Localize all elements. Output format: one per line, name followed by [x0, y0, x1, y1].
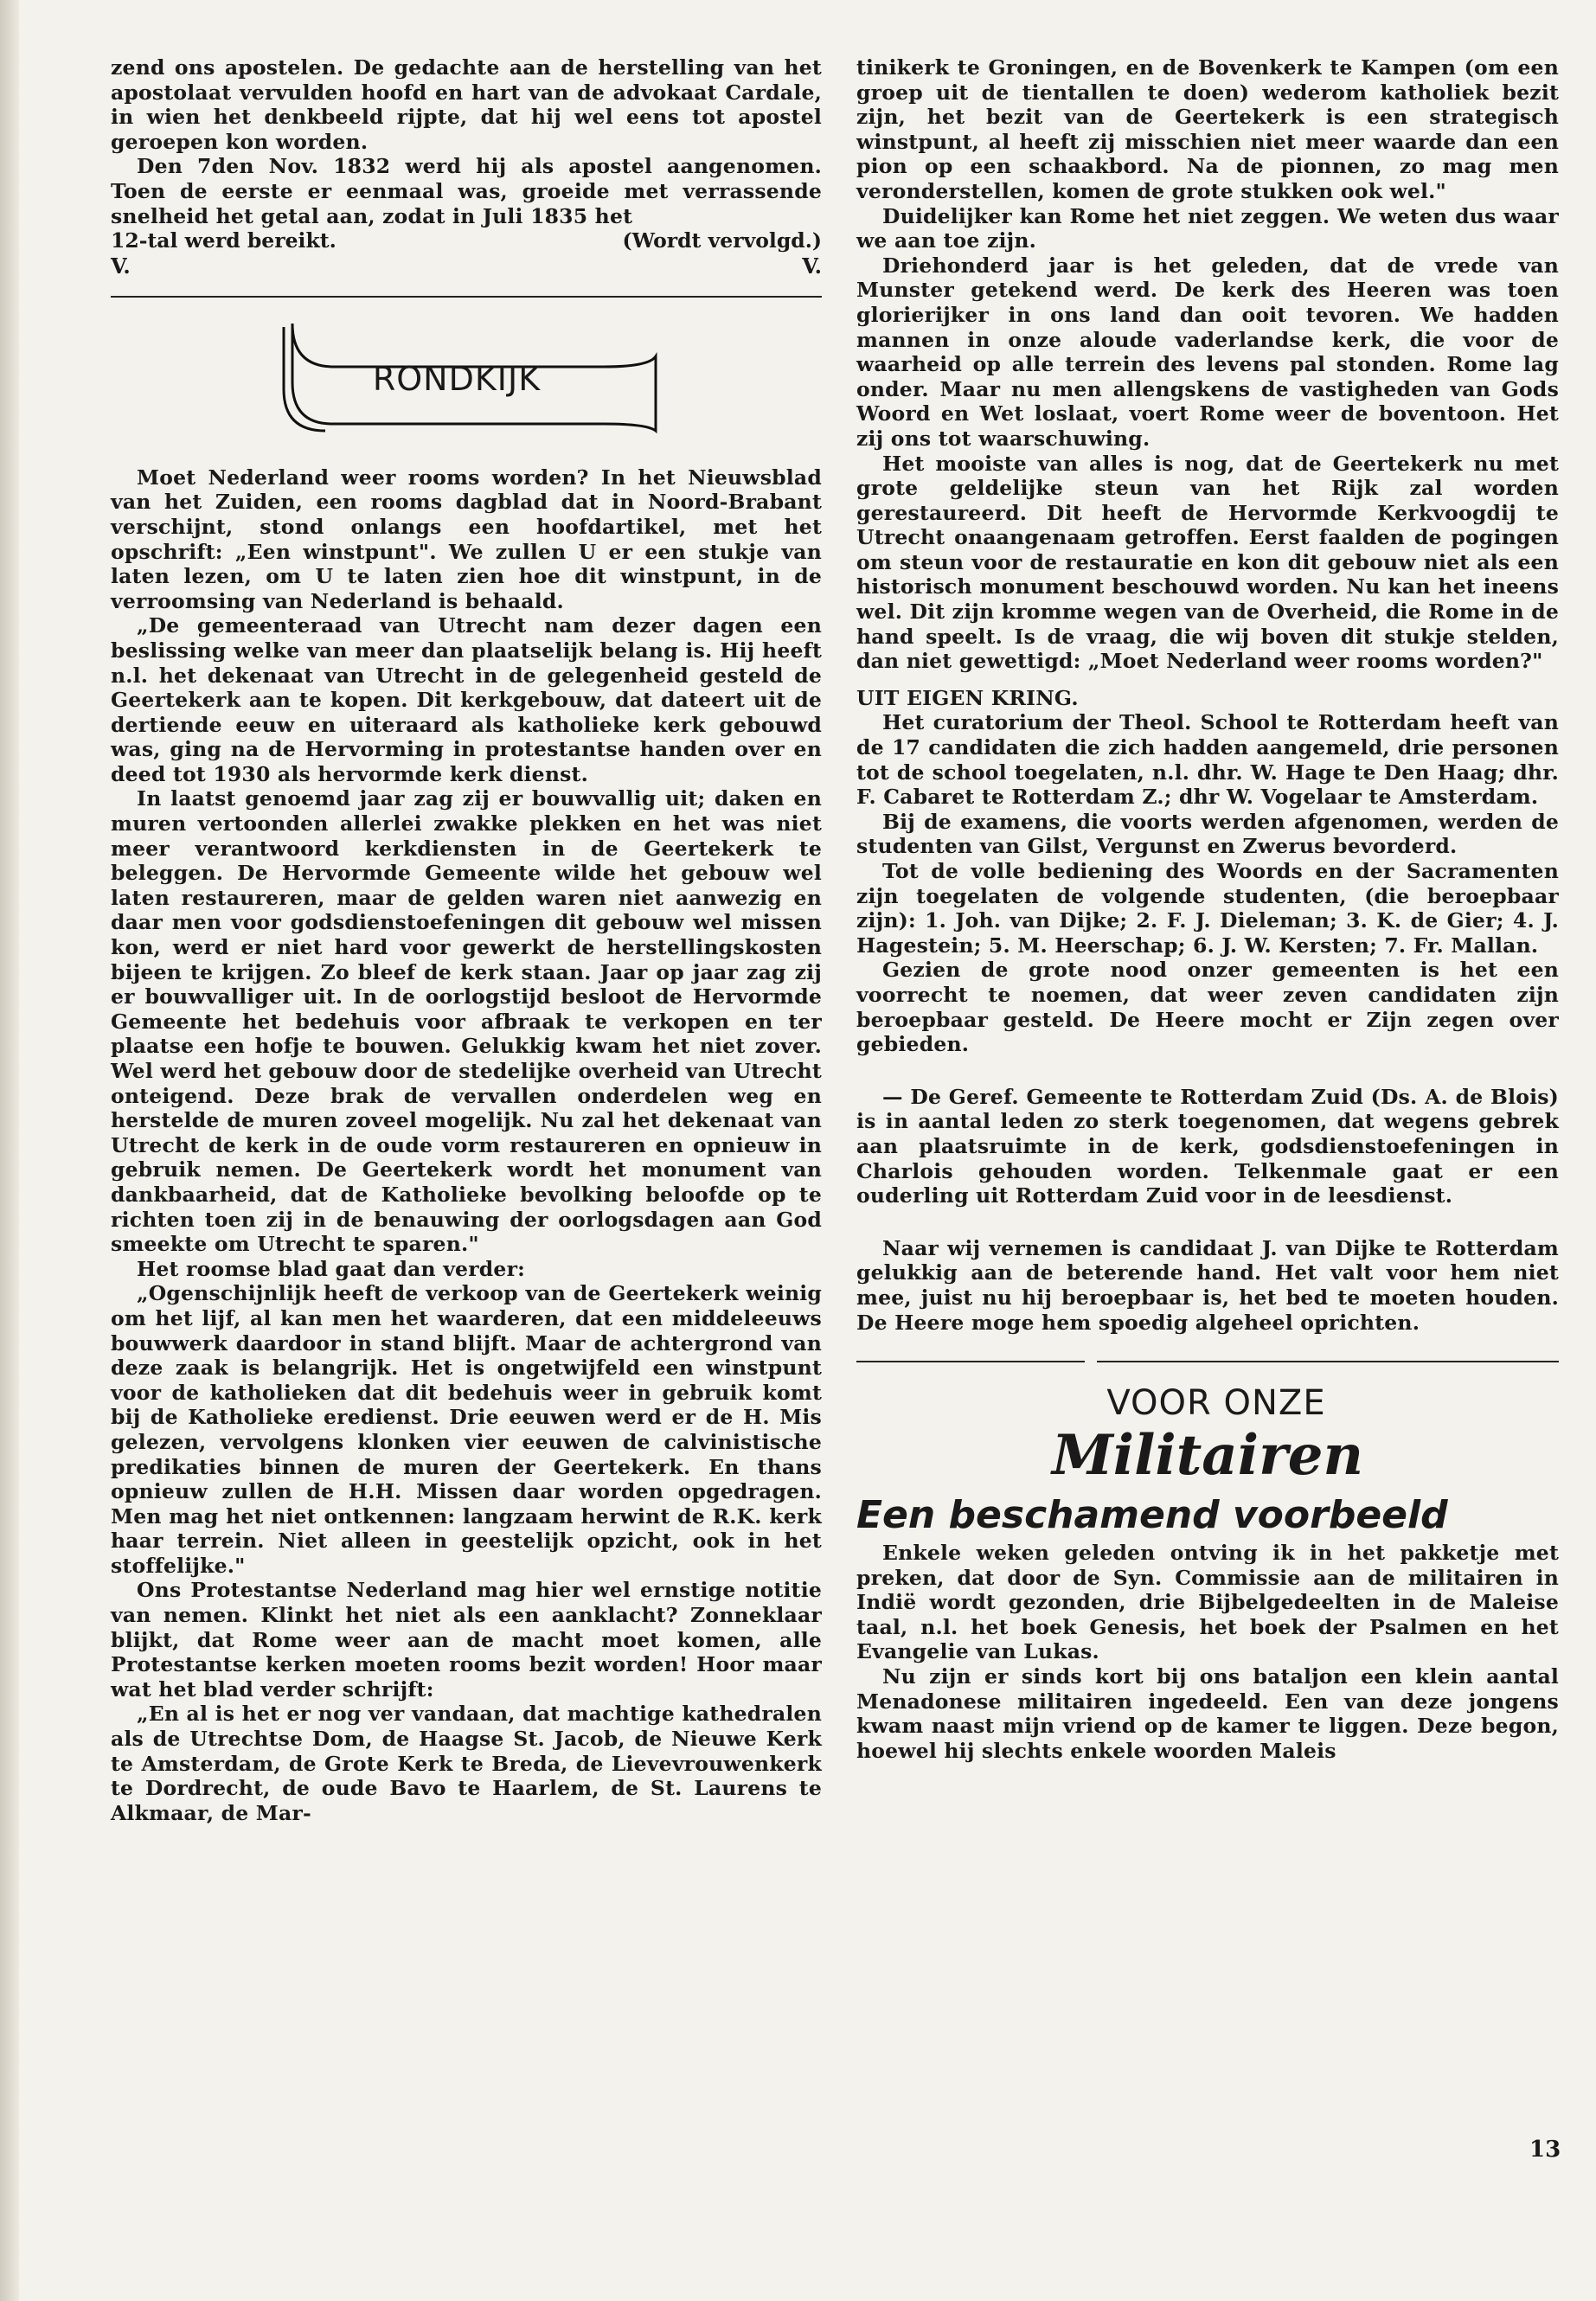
article-paragraph: Duidelijker kan Rome het niet zeggen. We weten dus waar we aan toe zijn.	[856, 203, 1559, 253]
article-lead-paragraph	[111, 465, 822, 614]
signature-right: V.	[802, 253, 822, 279]
intro-paragraph: Den 7den Nov. 1832 werd hij als apostel aangenomen. Toen de eerste er eenmaal was, groeide met verrassende snelheid het getal aan, zodat in Juli 1835 het	[111, 154, 822, 228]
section-divider	[111, 296, 822, 298]
quote-emphasis: een winstpunt voor de katholieken	[111, 1356, 822, 1405]
rondkijk-heading	[111, 315, 822, 453]
article-paragraph: Het roomse blad gaat dan verder:	[137, 1256, 526, 1281]
article-paragraph: Nu zijn er sinds kort bij ons bataljon een klein aantal Menadonese militairen ingedeeld. Een van deze jongens kwam naast mijn vriend op de kamer te liggen. Deze begon, hoewel hij slechts enkele woorden Maleis	[856, 1664, 1559, 1763]
quote-text: dat dit bedehuis weer in gebruik komt bij de Katholieke eredienst. Drie eeuwen werd er de H. Mis gelezen, vervolgens klonken vier eeuwen de calvinistische predikaties binnen de muren der Geertekerk. En thans opnieuw zullen de H.H. Missen daar worden opgedragen. Men mag het niet ontkennen: langzaam herwint de R.K. kerk haar terrein. Niet alleen in geestelijk opzicht, ook in het stoffelijke."	[111, 1380, 822, 1578]
article-paragraph: In laatst genoemd jaar zag zij er bouwvallig uit; daken en muren vertoonden allerlei zwakke plekken en het was niet meer verantwoord kerkdiensten in de Geertekerk te beleggen. De Hervormde Gemeente wilde het gebouw wel laten restaureren, maar de gelden waren niet aanwezig en daar men voor godsdienstoefeningen dit gebouw wel missen kon, werd er niet hard voor gewerkt de herstellingskosten bijeen te krijgen. Zo bleef de kerk staan. Jaar op jaar zag zij er bouwvalliger uit. In de oorlogstijd besloot de Hervormde Gemeente het bedehuis voor afbraak te verkopen en ter plaatse een hofje te bouwen. Gelukkig kwam het niet zover. Wel werd het gebouw door de stedelijke overheid van Utrecht onteigend. Deze brak de vervallen onderdelen weg en herstelde de muren zoveel mogelijk. Nu zal het dekenaat van Utrecht de kerk in de oude vorm restaureren en opnieuw in gebruik nemen. De Geertekerk wordt het monument van dankbaarheid, dat de Katholieke bevolking beloofde op te richten toen zij in de benauwing der oorlogsdagen aan God smeekte om Utrecht te sparen."	[111, 786, 822, 1257]
section-heading-uit-eigen-kring: UIT EIGEN KRING.	[856, 685, 1079, 710]
article-paragraph: Het mooiste van alles is nog, dat de Geertekerk nu met grote geldelijke steun van het Rijk zal worden gerestaureerd. Dit heeft de Hervormde Kerkvoogdij te Utrecht onaangenaam getroffen. Eerst faalden de pogingen om steun voor de restauratie en kon dit gebouw niet als een historisch monument beschouwd worden. Nu kan het ineens wel. Dit zijn kromme wegen van de Overheid, die Rome in de hand speelt. Is de vraag, die wij boven dit stukje stelden, dan niet gewettigd: „Moet Nederland weer rooms worden?"	[856, 451, 1559, 674]
intro-paragraph: zend ons apostelen. De gedachte aan de herstelling van het apostolaat vervulden hoofd en hart van de advokaat Cardale, in wien het denkbeeld rijpte, dat hij wel eens tot apostel geroepen kon worden.	[111, 55, 822, 154]
spacer	[856, 674, 1559, 686]
rule-segment	[856, 1361, 1085, 1362]
page-edge-shadow	[0, 0, 19, 2301]
article-paragraph: Enkele weken geleden ontving ik in het pakketje met preken, dat door de Syn. Commissie aan de militairen in Indië wordt gezonden, drie Bijbelgedeelten in de Maleise taal, n.l. het boek Genesis, het boek der Psalmen en het Evangelie van Lukas.	[856, 1541, 1559, 1664]
news-text: gelukkig aan de beterende hand. Het valt voor hem niet mee, juist nu hij beroepbaar is, het bed te moeten houden. De Heere moge hem spoedig algeheel oprichten.	[856, 1260, 1559, 1335]
right-column	[856, 55, 1559, 1763]
double-rule	[856, 1361, 1559, 1362]
militairen-title: Militairen	[1051, 1423, 1364, 1489]
spacer	[856, 1057, 1559, 1085]
rondkijk-title: RONDKIJK	[372, 359, 542, 398]
news-paragraph	[856, 1236, 1559, 1335]
signature-left: V.	[111, 253, 131, 279]
news-paragraph: Het curatorium der Theol. School te Rotterdam heeft van de 17 candidaten die zich hadden aangemeld, drie personen tot de school toegelaten, n.l. dhr. W. Hage te Den Haag; dhr. F. Cabaret te Rotterdam Z.; dhr W. Vogelaar te Amsterdam.	[856, 710, 1559, 810]
article-paragraph: Ons Protestantse Nederland mag hier wel ernstige notitie van nemen. Klinkt het niet als een aanklacht? Zonneklaar blijkt, dat Rome weer aan de macht moet komen, alle Protestantse kerken moeten rooms bezit worden! Hoor maar wat het blad verder schrijft:	[111, 1578, 822, 1702]
article-headline: Moet Nederland weer rooms worden?	[137, 465, 589, 490]
article-paragraph: „De gemeenteraad van Utrecht nam dezer dagen een beslissing welke van meer dan plaatselijk belang is. Hij heeft n.l. het dekenaat van Utrecht in de gelegenheid gesteld de Geertekerk aan te kopen. Dit kerkgebouw, dat dateert uit de dertiende eeuw en uiteraard als katholieke kerk gebouwd was, ging na de Hervorming in protestantse handen over en deed tot 1930 als hervormde kerk dienst.	[111, 613, 822, 786]
news-text: Naar wij vernemen is candidaat	[882, 1235, 1262, 1260]
continued-note: (Wordt vervolgd.)	[622, 228, 822, 253]
article-paragraph: tinikerk te Groningen, en de Bovenkerk te Kampen (om een groep uit de tientallen te doen) wederom katholiek bezit zijn, het bezit van de Geertekerk is een strategisch winstpunt, al heeft zij misschien niet meer waarde dan een pion op een schaakbord. Na de pionnen, zo mag men veronderstellen, komen de grote stukken ook wel."	[856, 55, 1559, 203]
article-paragraph: Driehonderd jaar is het geleden, dat de vrede van Munster getekend werd. De kerk des Heeren was toen glorierijker in ons land dan ooit tevoren. We hadden mannen in onze aloude vaderlandse kerk, die voor de waarheid op alle terrein des levens pal stonden. Rome lag onder. Maar nu men allengskens de vastigheden van Gods Woord en Wet loslaat, voert Rome weer de boventoon. Het zij ons tot waarschuwing.	[856, 253, 1559, 451]
quote-text: „Ogenschijnlijk heeft de verkoop van de Geertekerk weinig om het lijf, al kan men het waarderen, dat een middeleeuws bouwwerk daardoor in stand blijft. Maar de achtergrond van deze zaak is belangrijk. Het is ongetwijfeld	[111, 1281, 822, 1381]
news-paragraph: Bij de examens, die voorts werden afgenomen, werden de studenten van Gilst, Vergunst en Zwerus bevorderd.	[856, 809, 1559, 859]
news-paragraph: Tot de volle bediening des Woords en der Sacramenten zijn toegelaten de volgende studenten, (die beroepbaar zijn): 1. Joh. van Dijke; 2. F. J. Dieleman; 3. K. de Gier; 4. J. Hagestein; 5. M. Heerschap; 6. J. W. Kersten; 7. Fr. Mallan.	[856, 859, 1559, 958]
rule-segment	[1097, 1361, 1559, 1362]
signature-line	[111, 253, 822, 279]
article-paragraph: „En al is het er nog ver vandaan, dat machtige kathedralen als de Utrechtse Dom, de Haagse St. Jacob, de Nieuwe Kerk te Amsterdam, de Grote Kerk te Breda, de Lievevrouwenkerk te Dordrecht, de oude Bavo te Haarlem, de St. Laurens te Alkmaar, de Mar-	[111, 1702, 822, 1825]
militairen-section	[856, 1361, 1559, 1763]
article-quote-paragraph	[111, 1281, 822, 1578]
voor-onze-title: VOOR ONZE	[1106, 1383, 1326, 1424]
left-column	[111, 55, 822, 1825]
article-title: Een beschamend voorbeeld	[856, 1493, 1448, 1538]
continued-line	[111, 228, 822, 253]
article-lead-text: In het Nieuwsblad van het Zuiden, een rooms dagblad dat in Noord-Brabant verschijnt, stond onlangs een hoofdartikel, met het opschrift: „Een winstpunt". We zullen U er een stukje van laten lezen, om U te laten zien hoe dit winstpunt, in de verroomsing van Nederland is behaald.	[111, 465, 822, 613]
news-paragraph: Gezien de grote nood onzer gemeenten is het een voorrecht te noemen, dat weer zeven candidaten zijn beroepbaar gesteld. De Heere mocht er Zijn zegen over gebieden.	[856, 958, 1559, 1057]
news-emphasis: J. van Dijke te Rotterdam	[1261, 1235, 1559, 1260]
page-number: 13	[1529, 2137, 1561, 2163]
spacer	[856, 1208, 1559, 1236]
intro-last-line: 12-tal werd bereikt.	[111, 228, 337, 253]
news-paragraph: — De Geref. Gemeente te Rotterdam Zuid (Ds. A. de Blois) is in aantal leden zo sterk toegenomen, dat wegens gebrek aan plaatsruimte in de kerk, godsdienstoefeningen in Charlois gehouden worden. Telkenmale gaat er een ouderling uit Rotterdam Zuid voor in de leesdienst.	[856, 1084, 1559, 1208]
